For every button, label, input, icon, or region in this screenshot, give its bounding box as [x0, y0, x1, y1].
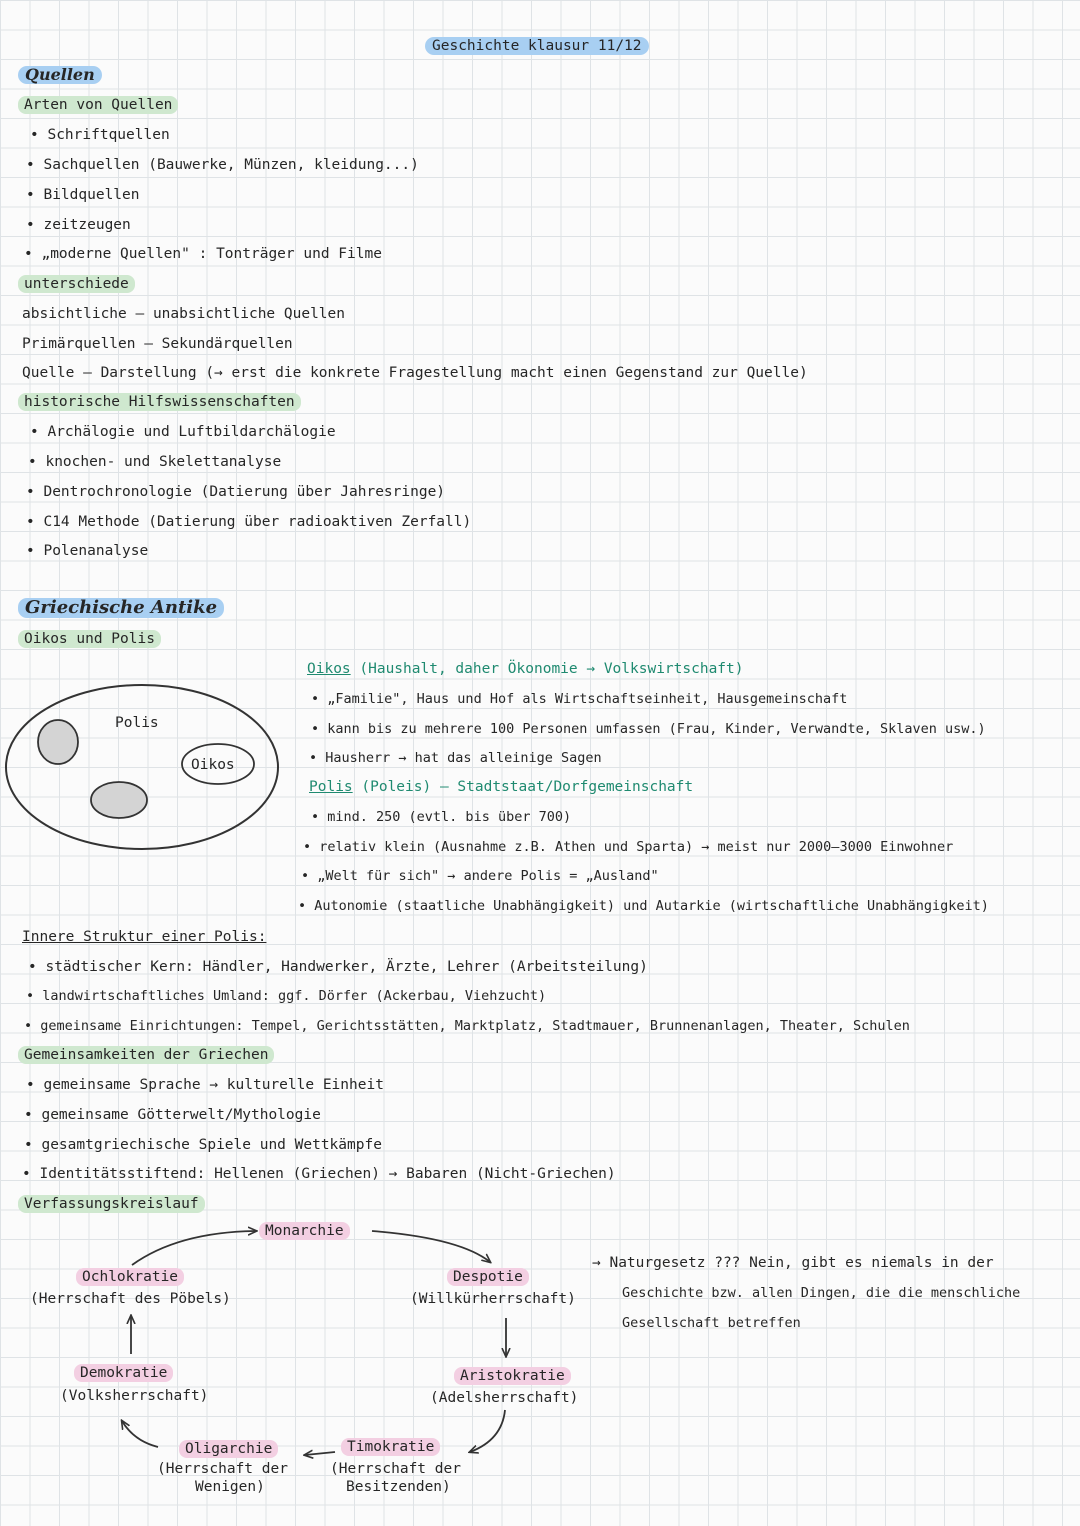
- subheading-struktur: Innere Struktur einer Polis:: [22, 929, 267, 945]
- diagram-polis-label: Polis: [115, 715, 159, 731]
- polis-definition: Polis (Poleis) – Stadtstaat/Dorfgemeinschaft: [309, 779, 694, 795]
- kreislauf-despotie: Despotie: [447, 1268, 529, 1286]
- list-item: • Archälogie und Luftbildarchälogie: [30, 424, 336, 440]
- list-item: • landwirtschaftliches Umland: ggf. Dörfer (Ackerbau, Viehzucht): [26, 988, 547, 1004]
- kreislauf-note: → Naturgesetz ??? Nein, gibt es niemals in der: [592, 1255, 994, 1271]
- kreislauf-ochlokratie: Ochlokratie: [76, 1268, 184, 1286]
- kreislauf-note: Gesellschaft betreffen: [622, 1315, 801, 1331]
- kreislauf-oligarchie: Oligarchie: [179, 1440, 278, 1458]
- subheading-gemeinsamkeiten: Gemeinsamkeiten der Griechen: [18, 1046, 274, 1064]
- kreislauf-aristokratie-sub: (Adelsherrschaft): [430, 1390, 579, 1406]
- section-heading-antike: Griechische Antike: [18, 598, 224, 618]
- list-item: • kann bis zu mehrere 100 Personen umfassen (Frau, Kinder, Verwandte, Sklaven usw.): [311, 721, 986, 737]
- diagram-oikos-label: Oikos: [191, 757, 235, 773]
- page-title: Geschichte klausur 11/12: [425, 37, 649, 55]
- list-item: absichtliche — unabsichtliche Quellen: [22, 306, 346, 322]
- kreislauf-demokratie-sub: (Volksherrschaft): [60, 1388, 209, 1404]
- list-item: • Hausherr → hat das alleinige Sagen: [309, 750, 602, 766]
- kreislauf-ochlokratie-sub: (Herrschaft des Pöbels): [30, 1291, 231, 1307]
- list-item: • zeitzeugen: [26, 217, 131, 233]
- list-item: • Polenanalyse: [26, 543, 149, 559]
- list-item: • Sachquellen (Bauwerke, Münzen, kleidung...): [26, 157, 419, 173]
- list-item: • Dentrochronologie (Datierung über Jahresringe): [26, 484, 446, 500]
- kreislauf-aristokratie: Aristokratie: [454, 1367, 571, 1385]
- list-item: • „moderne Quellen" : Tonträger und Filme: [24, 246, 382, 262]
- list-item: • Autonomie (staatliche Unabhängigkeit) und Autarkie (wirtschaftliche Unabhängigkeit): [298, 898, 989, 914]
- subheading-arten: Arten von Quellen: [18, 96, 178, 114]
- list-item: • gemeinsame Sprache → kulturelle Einheit: [26, 1077, 384, 1093]
- kreislauf-timokratie-sub: (Herrschaft der: [330, 1461, 461, 1477]
- kreislauf-timokratie-sub: Besitzenden): [346, 1479, 451, 1495]
- subheading-unterschiede: unterschiede: [18, 275, 135, 293]
- list-item: • „Welt für sich" → andere Polis = „Ausland": [301, 868, 659, 884]
- list-item: • mind. 250 (evtl. bis über 700): [311, 809, 572, 825]
- list-item: • „Familie", Haus und Hof als Wirtschaftseinheit, Hausgemeinschaft: [311, 691, 848, 707]
- list-item: • Schriftquellen: [30, 127, 170, 143]
- subheading-kreislauf: Verfassungskreislauf: [18, 1195, 205, 1213]
- list-item: • gemeinsame Götterwelt/Mythologie: [24, 1107, 321, 1123]
- list-item: • C14 Methode (Datierung über radioaktiven Zerfall): [26, 514, 472, 530]
- list-item: • Identitätsstiftend: Hellenen (Griechen) → Babaren (Nicht-Griechen): [22, 1166, 616, 1182]
- kreislauf-demokratie: Demokratie: [74, 1364, 173, 1382]
- section-heading-quellen: Quellen: [18, 66, 102, 84]
- list-item: • gesamtgriechische Spiele und Wettkämpfe: [24, 1137, 382, 1153]
- list-item: • relativ klein (Ausnahme z.B. Athen und Sparta) → meist nur 2000–3000 Einwohner: [303, 839, 954, 855]
- list-item: • knochen- und Skelettanalyse: [28, 454, 282, 470]
- list-item: • Bildquellen: [26, 187, 140, 203]
- list-item: Primärquellen — Sekundärquellen: [22, 336, 293, 352]
- kreislauf-note: Geschichte bzw. allen Dingen, die die menschliche: [622, 1285, 1021, 1301]
- kreislauf-oligarchie-sub: Wenigen): [195, 1479, 265, 1495]
- list-item: Quelle — Darstellung (→ erst die konkrete Fragestellung macht einen Gegenstand zur Quelle): [22, 365, 808, 381]
- kreislauf-timokratie: Timokratie: [341, 1438, 440, 1456]
- list-item: • gemeinsame Einrichtungen: Tempel, Gerichtsstätten, Marktplatz, Stadtmauer, Brunnenanlagen, Theater, Schulen: [24, 1018, 910, 1034]
- subheading-hilfswissenschaften: historische Hilfswissenschaften: [18, 393, 301, 411]
- kreislauf-monarchie: Monarchie: [259, 1222, 350, 1240]
- oikos-definition: Oikos (Haushalt, daher Ökonomie → Volkswirtschaft): [307, 661, 744, 677]
- list-item: • städtischer Kern: Händler, Handwerker, Ärzte, Lehrer (Arbeitsteilung): [28, 959, 648, 975]
- kreislauf-despotie-sub: (Willkürherrschaft): [410, 1291, 576, 1307]
- subheading-oikos-polis: Oikos und Polis: [18, 630, 161, 648]
- kreislauf-oligarchie-sub: (Herrschaft der: [157, 1461, 288, 1477]
